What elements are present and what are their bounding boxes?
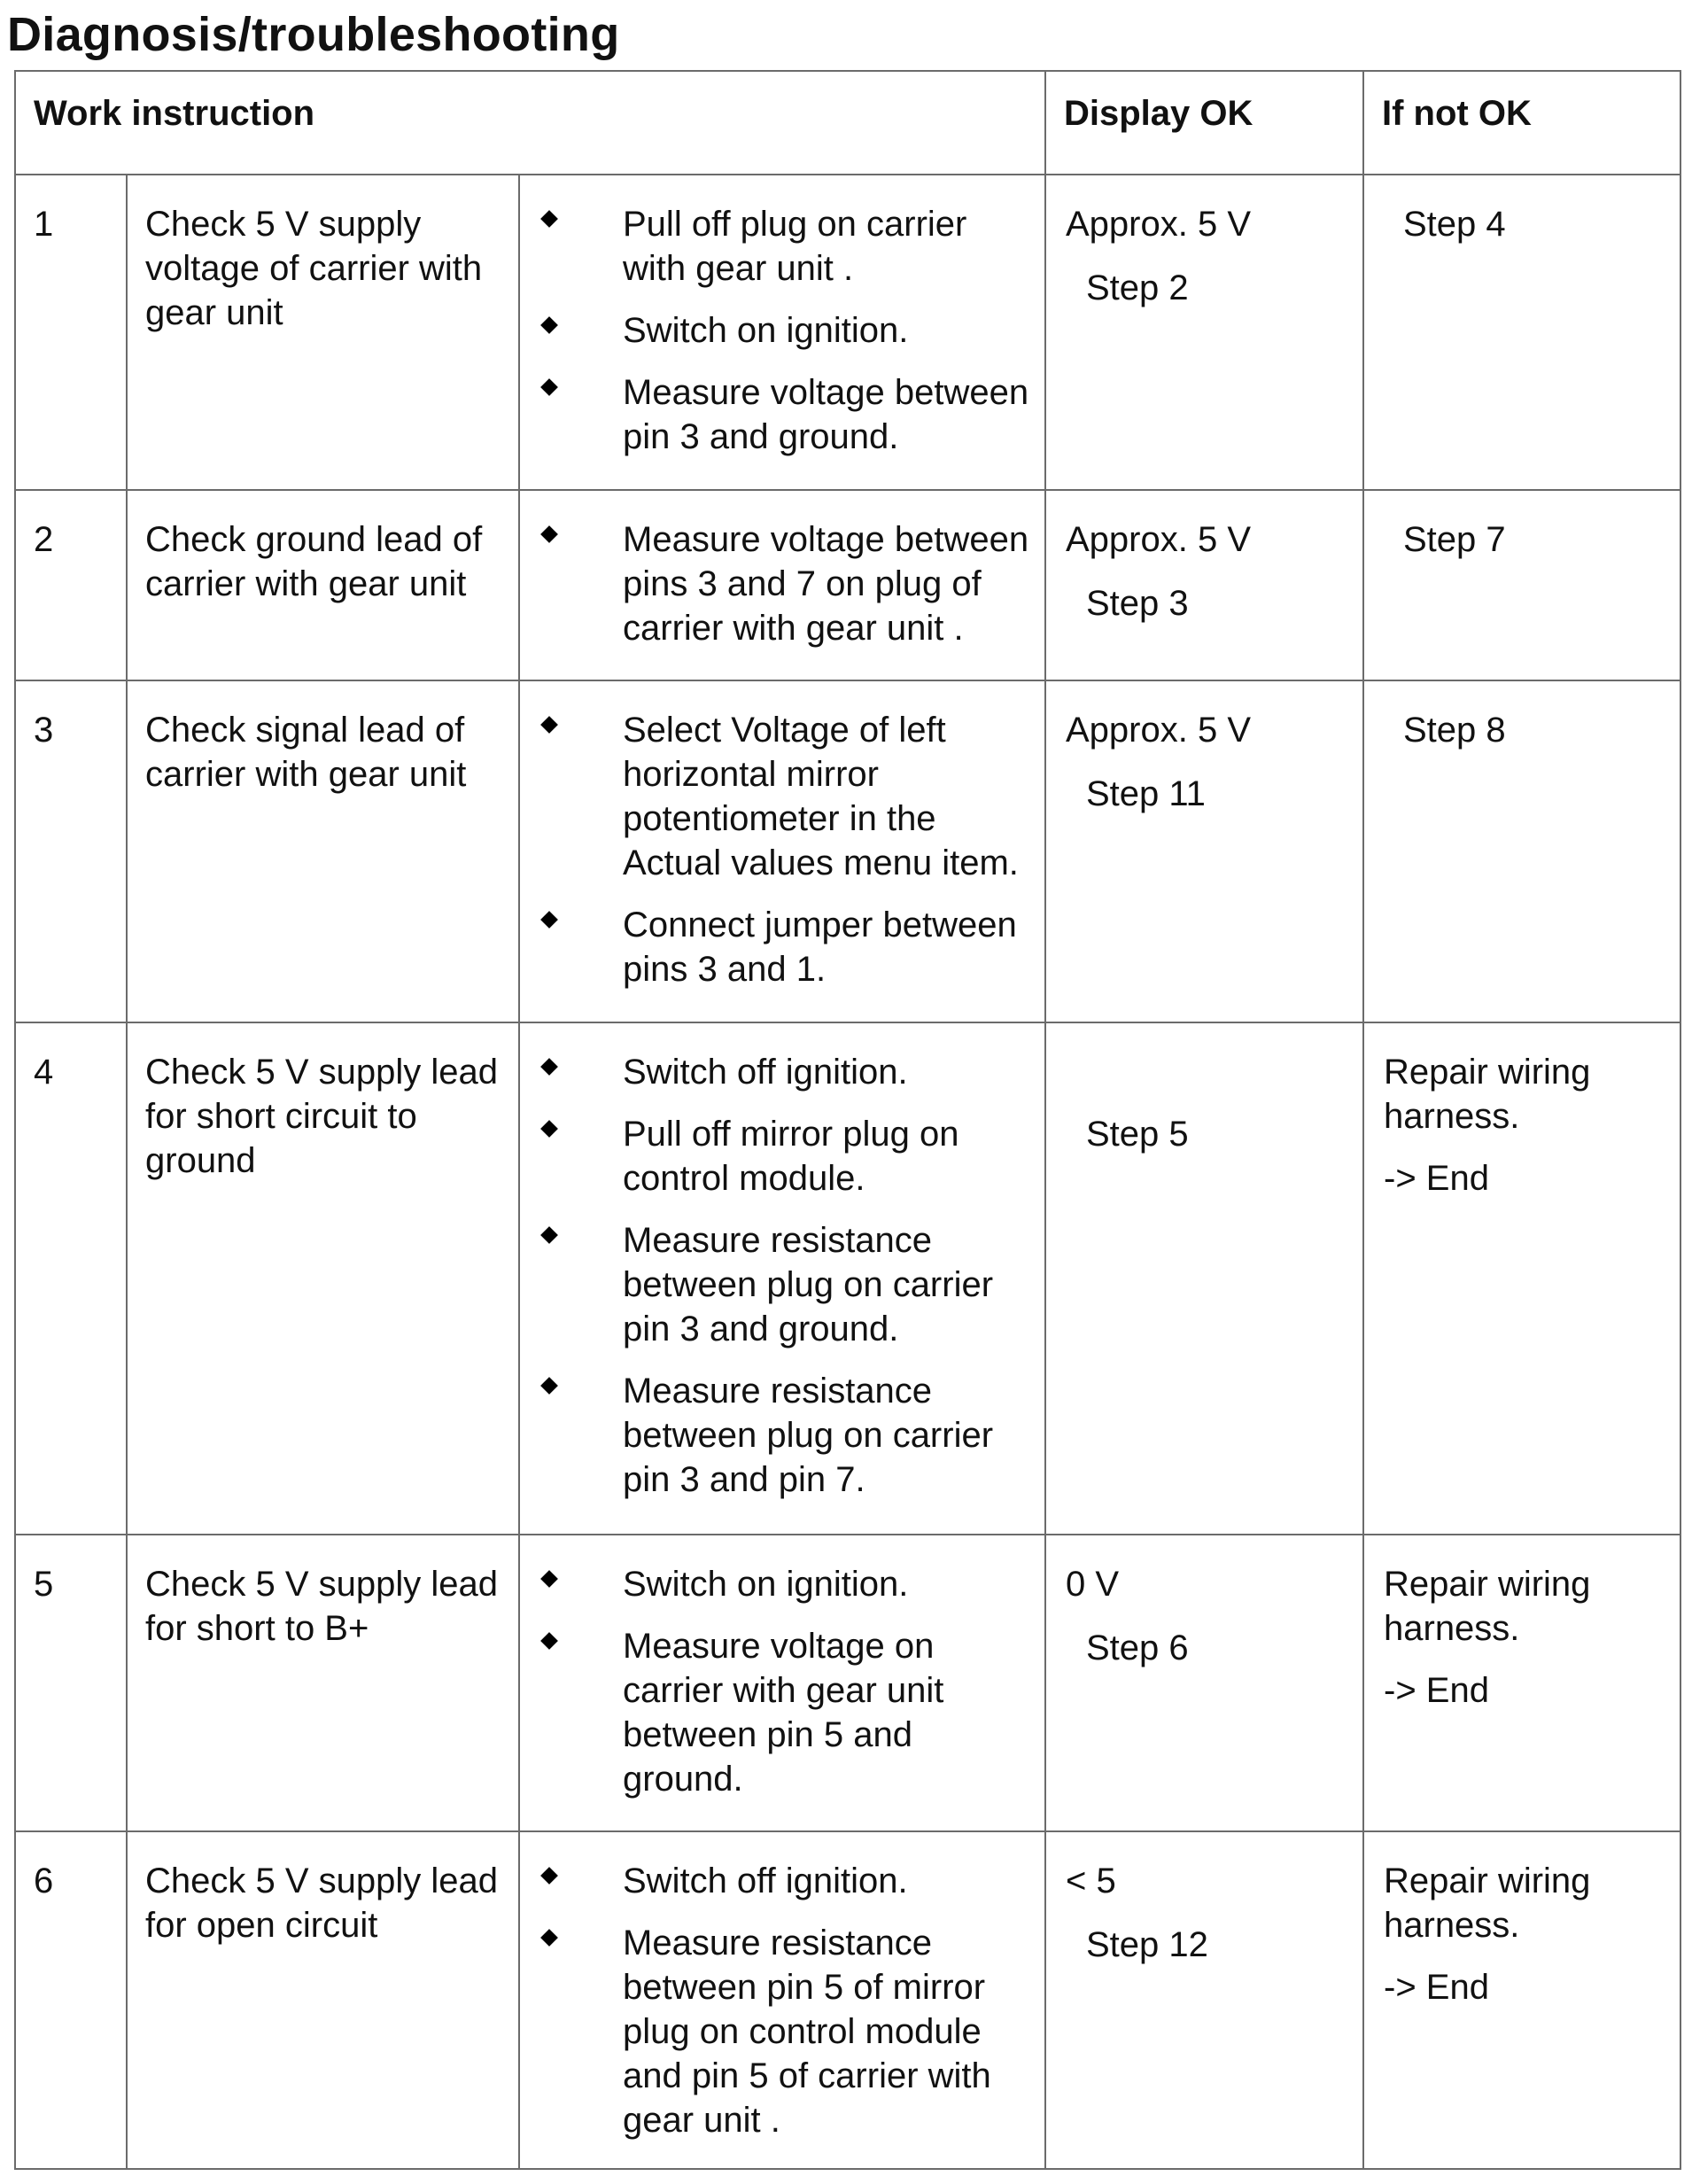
- ok-step: Step 2: [1086, 268, 1189, 307]
- if-not-ok-cell: [1363, 1535, 1680, 1831]
- action-item: Measure voltage between pin 3 and ground.: [520, 370, 1030, 459]
- if-not-ok-cell: [1363, 175, 1680, 490]
- not-ok-text: Repair wiring harness.: [1384, 1565, 1591, 1648]
- table-row: [15, 680, 1680, 1022]
- actions-cell: [519, 175, 1045, 490]
- not-ok-text: Step 4: [1403, 205, 1506, 244]
- diamond-bullet-icon: [540, 316, 558, 334]
- description-cell: Check signal lead of carrier with gear unit: [127, 680, 519, 1022]
- diamond-bullet-icon: [540, 1377, 558, 1395]
- diamond-bullet-icon: [540, 1120, 558, 1138]
- action-item: Measure voltage on carrier with gear unit between pin 5 and ground.: [520, 1624, 1030, 1801]
- action-item: Switch off ignition.: [520, 1859, 1030, 1903]
- action-item: Switch off ignition.: [520, 1050, 1030, 1094]
- ok-value: Approx. 5 V: [1066, 205, 1252, 244]
- description-cell: Check ground lead of carrier with gear unit: [127, 490, 519, 680]
- action-item: Measure resistance between pin 5 of mirror plug on control module and pin 5 of carrier with gear unit .: [520, 1921, 1030, 2142]
- display-ok-cell: [1045, 1022, 1363, 1535]
- actions-cell: [519, 1831, 1045, 2169]
- actions-cell: [519, 1022, 1045, 1535]
- step-number-cell: 1: [15, 175, 127, 490]
- if-not-ok-cell: [1363, 1831, 1680, 2169]
- action-item: Switch on ignition.: [520, 308, 1030, 353]
- description-cell: Check 5 V supply lead for open circuit: [127, 1831, 519, 2169]
- actions-cell: [519, 680, 1045, 1022]
- step-number-cell: 2: [15, 490, 127, 680]
- display-ok-cell: [1045, 490, 1363, 680]
- action-item: Pull off mirror plug on control module.: [520, 1112, 1030, 1201]
- ok-value: 0 V: [1066, 1565, 1120, 1604]
- ok-step: Step 11: [1086, 774, 1206, 813]
- diamond-bullet-icon: [540, 1867, 558, 1885]
- step-number-cell: 6: [15, 1831, 127, 2169]
- description-cell: Check 5 V supply lead for short circuit to ground: [127, 1022, 519, 1535]
- diamond-bullet-icon: [540, 1570, 558, 1588]
- table-row: [15, 1022, 1680, 1535]
- description-cell: Check 5 V supply lead for short to B+: [127, 1535, 519, 1831]
- header-display-ok: Display OK: [1045, 71, 1363, 175]
- end-marker: -> End: [1384, 1968, 1489, 2007]
- ok-step: Step 6: [1086, 1628, 1189, 1667]
- table-row: [15, 490, 1680, 680]
- not-ok-text: Step 8: [1403, 711, 1506, 750]
- diagnosis-table: [14, 70, 1681, 2170]
- not-ok-text: Step 7: [1403, 520, 1506, 559]
- end-marker: -> End: [1384, 1671, 1489, 1710]
- end-marker: -> End: [1384, 1159, 1489, 1198]
- action-item: Connect jumper between pins 3 and 1.: [520, 903, 1030, 991]
- action-item: Measure resistance between plug on carrier pin 3 and ground.: [520, 1218, 1030, 1351]
- if-not-ok-cell: [1363, 490, 1680, 680]
- ok-value: < 5: [1066, 1861, 1116, 1900]
- header-row: [15, 71, 1680, 175]
- display-ok-cell: [1045, 1831, 1363, 2169]
- action-item: Measure voltage between pins 3 and 7 on plug of carrier with gear unit .: [520, 517, 1030, 650]
- diamond-bullet-icon: [540, 210, 558, 228]
- diamond-bullet-icon: [540, 1929, 558, 1947]
- diamond-bullet-icon: [540, 911, 558, 929]
- diamond-bullet-icon: [540, 1632, 558, 1650]
- display-ok-cell: [1045, 680, 1363, 1022]
- action-item: Pull off plug on carrier with gear unit .: [520, 202, 1030, 291]
- table-row: [15, 175, 1680, 490]
- ok-value: Approx. 5 V: [1066, 711, 1252, 750]
- diamond-bullet-icon: [540, 378, 558, 396]
- actions-cell: [519, 1535, 1045, 1831]
- if-not-ok-cell: [1363, 680, 1680, 1022]
- not-ok-text: Repair wiring harness.: [1384, 1861, 1591, 1945]
- header-work-instruction: Work instruction: [15, 71, 1045, 175]
- action-item: Select Voltage of left horizontal mirror potentiometer in the Actual values menu item.: [520, 708, 1030, 885]
- diamond-bullet-icon: [540, 1058, 558, 1076]
- diamond-bullet-icon: [540, 716, 558, 734]
- step-number-cell: 3: [15, 680, 127, 1022]
- step-number-cell: 5: [15, 1535, 127, 1831]
- ok-step: Step 12: [1086, 1925, 1208, 1964]
- ok-step: Step 5: [1086, 1115, 1189, 1154]
- page-title: Diagnosis/troubleshooting: [7, 8, 620, 61]
- table-row: [15, 1535, 1680, 1831]
- ok-value: Approx. 5 V: [1066, 520, 1252, 559]
- not-ok-text: Repair wiring harness.: [1384, 1053, 1591, 1136]
- step-number-cell: 4: [15, 1022, 127, 1535]
- display-ok-cell: [1045, 1535, 1363, 1831]
- diamond-bullet-icon: [540, 525, 558, 543]
- action-item: Measure resistance between plug on carrier pin 3 and pin 7.: [520, 1369, 1030, 1502]
- actions-cell: [519, 490, 1045, 680]
- ok-step: Step 3: [1086, 584, 1189, 623]
- display-ok-cell: [1045, 175, 1363, 490]
- header-if-not-ok: If not OK: [1363, 71, 1680, 175]
- description-cell: Check 5 V supply voltage of carrier with gear unit: [127, 175, 519, 490]
- diamond-bullet-icon: [540, 1226, 558, 1244]
- if-not-ok-cell: [1363, 1022, 1680, 1535]
- action-item: Switch on ignition.: [520, 1562, 1030, 1606]
- table-row: [15, 1831, 1680, 2169]
